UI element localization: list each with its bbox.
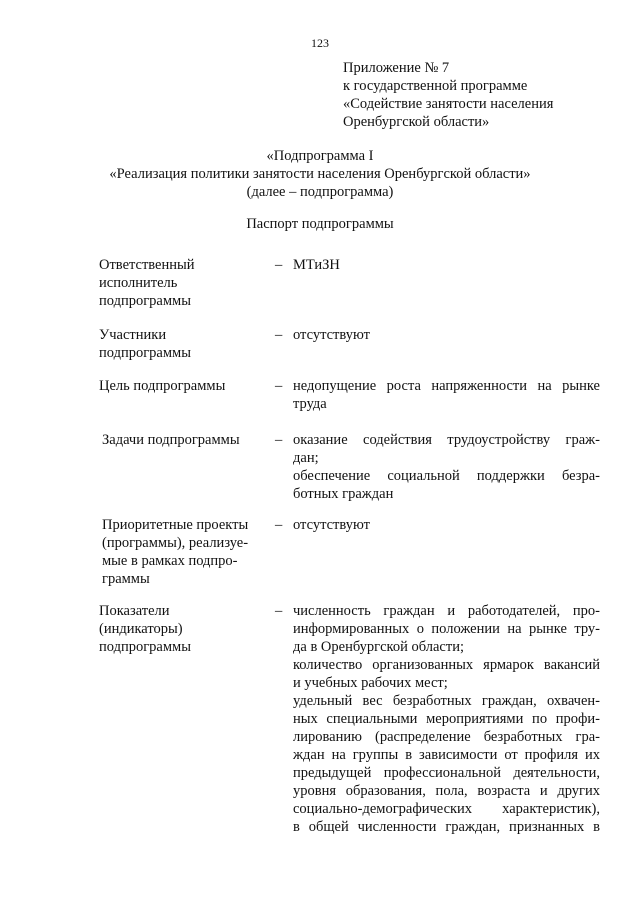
value-line: недопущение роста напряженности на рынке <box>293 378 600 394</box>
row-label-line: Участники <box>99 327 167 343</box>
row-dash: – <box>275 603 283 619</box>
value-paragraph <box>293 377 600 413</box>
value-line: ных специальными мероприятиями по профи- <box>293 711 600 727</box>
row-label-line: Приоритетные проекты <box>102 517 249 533</box>
row-value <box>293 516 600 534</box>
row-label <box>99 326 269 362</box>
passport-title: Паспорт подпрограммы <box>246 216 394 232</box>
value-line: оказание содействия трудоустройству граж- <box>293 432 600 448</box>
subprogram-title-line: (далее – подпрограмма) <box>246 184 394 200</box>
value-line: удельный вес безработных граждан, охвачен- <box>293 693 600 709</box>
value-line: информированных о положении на рынке тру- <box>293 621 600 637</box>
row-label-line: подпрограммы <box>99 293 191 309</box>
subprogram-title-line: «Реализация политики занятости населения Оренбургской области» <box>109 166 531 182</box>
row-label <box>99 377 269 395</box>
value-line: и учебных рабочих мест; <box>293 675 448 691</box>
value-line: количество организованных ярмарок вакансий <box>293 657 600 673</box>
row-dash: – <box>275 432 283 448</box>
row-label <box>99 602 269 656</box>
row-label-line: подпрограммы <box>99 345 191 361</box>
appendix-line: Приложение № 7 <box>343 60 450 76</box>
appendix-header <box>343 59 633 131</box>
row-dash: – <box>275 517 283 533</box>
page-number: 123 <box>311 36 329 50</box>
row-value <box>293 602 600 836</box>
appendix-line: «Содействие занятости населения <box>343 96 554 112</box>
value-line: уровня образования, пола, возраста и других <box>293 783 600 799</box>
row-label <box>102 516 272 588</box>
row-value <box>293 256 600 274</box>
row-label-line: (программы), реализуе- <box>102 535 249 551</box>
value-line: предыдущей профессиональной деятельности, <box>293 765 600 781</box>
row-value <box>293 431 600 503</box>
value-line: социально-демографических характеристик), <box>293 801 600 817</box>
row-label-line: Показатели <box>99 603 170 619</box>
value-paragraph <box>293 692 600 836</box>
row-label-line: граммы <box>102 571 150 587</box>
value-line: численность граждан и работодателей, про- <box>293 603 600 619</box>
value-paragraph <box>293 602 600 656</box>
row-label-line: Цель подпрограммы <box>99 378 226 394</box>
value-line: МТиЗН <box>293 257 340 273</box>
appendix-line: Оренбургской области» <box>343 114 490 130</box>
row-label-line: исполнитель <box>99 275 178 291</box>
value-line: труда <box>293 396 327 412</box>
subprogram-title <box>0 147 640 201</box>
value-line: ботных граждан <box>293 486 394 502</box>
row-dash: – <box>275 257 283 273</box>
value-line: в общей численности граждан, признанных в <box>293 819 600 835</box>
value-paragraph <box>293 256 600 274</box>
row-label <box>102 431 272 449</box>
value-line: да в Оренбургской области; <box>293 639 464 655</box>
row-label-line: Ответственный <box>99 257 195 273</box>
value-paragraph <box>293 431 600 467</box>
row-label-line: мые в рамках подпро- <box>102 553 238 569</box>
row-label <box>99 256 269 310</box>
value-line: ждан на группы в зависимости от профиля их <box>293 747 600 763</box>
value-paragraph <box>293 467 600 503</box>
row-label-line: Задачи подпрограммы <box>102 432 240 448</box>
value-paragraph <box>293 326 600 344</box>
row-label-line: подпрограммы <box>99 639 191 655</box>
value-line: обеспечение социальной поддержки безра- <box>293 468 600 484</box>
value-line: отсутствуют <box>293 517 370 533</box>
row-dash: – <box>275 327 283 343</box>
value-paragraph <box>293 656 600 692</box>
row-dash: – <box>275 378 283 394</box>
row-value <box>293 377 600 413</box>
value-line: дан; <box>293 450 319 466</box>
value-line: лированию (распределение безработных гра- <box>293 729 600 745</box>
subprogram-title-line: «Подпрограмма I <box>266 148 374 164</box>
value-line: отсутствуют <box>293 327 370 343</box>
row-label-line: (индикаторы) <box>99 621 183 637</box>
appendix-line: к государственной программе <box>343 78 528 94</box>
value-paragraph <box>293 516 600 534</box>
row-value <box>293 326 600 344</box>
